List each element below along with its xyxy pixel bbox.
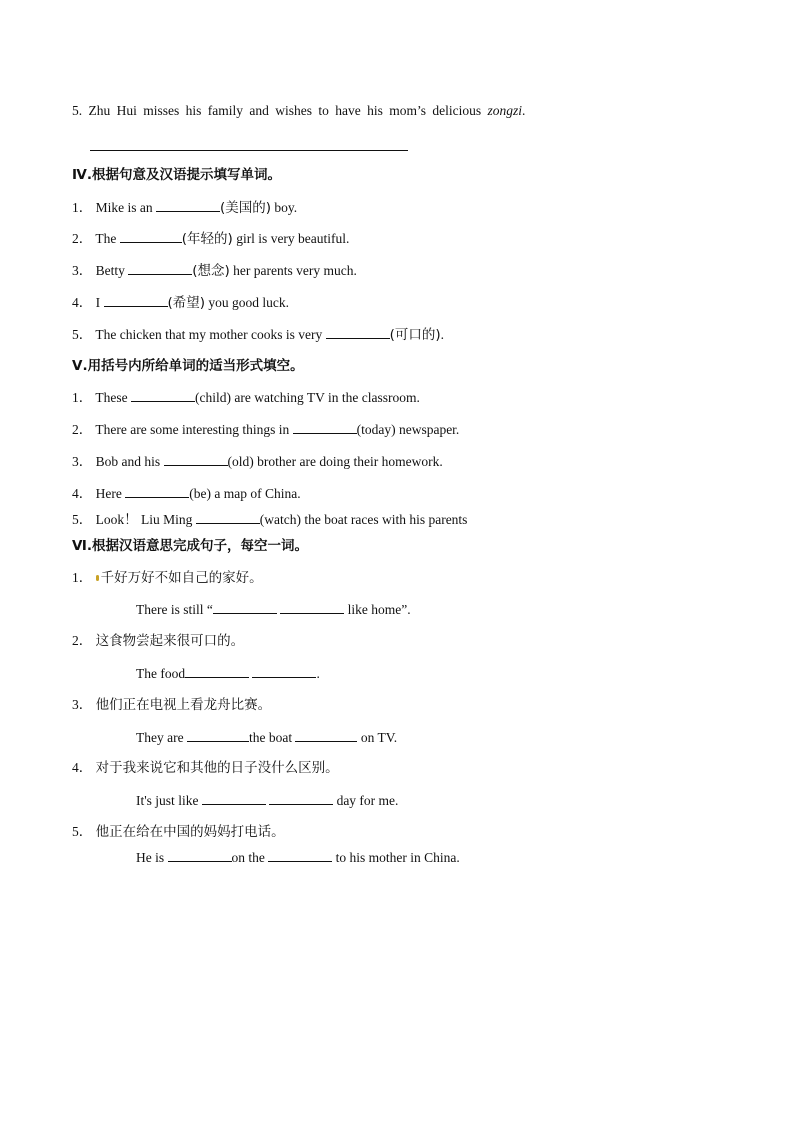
chinese-prompt: 千好万好不如自己的家好。	[100, 570, 263, 586]
item-text: He is	[136, 850, 165, 865]
hint-text: (child)	[195, 390, 231, 405]
part4-item-2	[72, 230, 349, 247]
fill-blank[interactable]	[213, 601, 277, 614]
fill-blank[interactable]	[168, 849, 232, 862]
answer-line[interactable]	[90, 150, 408, 151]
hint-text: (today)	[356, 422, 396, 437]
part6-item-3-zh	[72, 697, 271, 713]
part5-item-5	[72, 511, 467, 528]
fill-blank[interactable]	[125, 485, 189, 498]
part4-item-5	[72, 326, 444, 343]
fill-blank[interactable]	[252, 665, 316, 678]
fill-blank[interactable]	[156, 199, 220, 212]
item-number: 4．	[72, 295, 93, 310]
item-text: on the	[231, 850, 265, 865]
part6-item-5-en	[136, 849, 460, 866]
part6-item-1-en	[136, 601, 411, 618]
fill-blank[interactable]	[131, 389, 195, 402]
item-text: a map of China.	[214, 486, 301, 501]
fill-blank[interactable]	[196, 511, 260, 524]
chinese-prompt: 他们正在电视上看龙舟比赛。	[95, 697, 272, 713]
item-text: Bob and his	[95, 454, 161, 469]
chinese-prompt: 这食物尝起来很可口的。	[95, 633, 245, 649]
hint-text: (old)	[227, 454, 254, 469]
item-text: It's just like	[136, 793, 199, 808]
section-heading-6: Ⅵ.根据汉语意思完成句子，每空一词。	[72, 538, 308, 554]
hint-text: (be)	[189, 486, 211, 501]
part4-item-4	[72, 294, 289, 311]
item-text: brother are doing their homework.	[257, 454, 443, 469]
item-number: 4．	[72, 760, 93, 775]
italic-word: zongzi	[487, 103, 522, 118]
item-text: I	[95, 295, 101, 310]
hint-text: (想念)	[192, 263, 230, 279]
item-text: Betty	[95, 263, 125, 278]
item-text: like home”.	[347, 602, 411, 617]
section-heading-5: Ⅴ.用括号内所给单词的适当形式填空。	[72, 358, 304, 374]
part3-sentence-5	[72, 103, 525, 119]
part5-item-1	[72, 389, 420, 406]
item-text: you good luck.	[208, 295, 290, 310]
item-text: There are some interesting things in	[95, 422, 290, 437]
item-text: are watching TV in the classroom.	[234, 390, 420, 405]
hint-text: (年轻的)	[181, 231, 233, 247]
sentence-end: .	[522, 103, 526, 118]
item-number: 4．	[72, 486, 93, 501]
part4-item-3	[72, 262, 357, 279]
fill-blank[interactable]	[120, 230, 182, 243]
item-text: her parents very much.	[233, 263, 357, 278]
fill-blank[interactable]	[104, 294, 168, 307]
fill-blank[interactable]	[295, 729, 357, 742]
item-number: 3．	[72, 454, 93, 469]
mark-dot-icon	[96, 575, 99, 581]
fill-blank[interactable]	[185, 665, 249, 678]
part5-item-3	[72, 453, 443, 470]
part6-item-1-zh	[72, 570, 263, 586]
part5-item-4	[72, 485, 301, 502]
item-number: 5．	[72, 824, 93, 839]
item-text: The chicken that my mother cooks is very	[95, 327, 323, 342]
fill-blank[interactable]	[280, 601, 344, 614]
item-text: They are	[136, 730, 184, 745]
sentence-text: Zhu Hui misses his family and wishes to have his mom’s delicious	[88, 103, 482, 118]
item-text: .	[316, 666, 320, 681]
item-number: 5．	[72, 327, 93, 342]
item-number: 1．	[72, 570, 93, 585]
hint-text: (可口的)	[389, 327, 441, 343]
hint-text: (希望)	[167, 295, 206, 311]
item-text: Mike is an	[95, 200, 153, 215]
item-text: to his mother in China.	[335, 850, 460, 865]
item-number: 1．	[72, 200, 93, 215]
item-text: boy.	[274, 200, 298, 215]
hint-text: (美国的)	[220, 200, 272, 216]
part5-item-2	[72, 421, 459, 438]
chinese-prompt: 对于我来说它和其他的日子没什么区别。	[95, 760, 339, 776]
item-text: Here	[95, 486, 122, 501]
item-number: 3．	[72, 263, 93, 278]
chinese-prompt: 他正在给在中国的妈妈打电话。	[95, 824, 285, 840]
fill-blank[interactable]	[269, 792, 333, 805]
item-text: These	[95, 390, 128, 405]
fill-blank[interactable]	[202, 792, 266, 805]
item-text: girl is very beautiful.	[236, 231, 350, 246]
item-text: There is still “	[136, 602, 213, 617]
item-number: 2．	[72, 231, 93, 246]
part6-item-2-en	[136, 665, 320, 682]
item-text: the boat races with his parents	[304, 512, 468, 527]
section-heading-4: Ⅳ.根据句意及汉语提示填写单词。	[72, 167, 281, 183]
part6-item-5-zh	[72, 824, 285, 840]
fill-blank[interactable]	[268, 849, 332, 862]
fill-blank[interactable]	[164, 453, 228, 466]
item-text: the boat	[248, 730, 293, 745]
item-text: on TV.	[360, 730, 398, 745]
item-number: 5．	[72, 512, 93, 527]
item-number: 2．	[72, 633, 93, 648]
item-text: Look！ Liu Ming	[95, 512, 193, 527]
fill-blank[interactable]	[293, 421, 357, 434]
item-text: .	[440, 327, 444, 342]
fill-blank[interactable]	[187, 729, 249, 742]
item-text: The food	[136, 666, 186, 681]
hint-text: (watch)	[259, 512, 301, 527]
item-number: 5.	[72, 103, 83, 118]
item-text: newspaper.	[398, 422, 460, 437]
item-number: 3．	[72, 697, 93, 712]
item-number: 2．	[72, 422, 93, 437]
part6-item-4-en	[136, 792, 398, 809]
part6-item-3-en	[136, 729, 397, 746]
fill-blank[interactable]	[326, 326, 390, 339]
fill-blank[interactable]	[128, 262, 192, 275]
item-number: 1．	[72, 390, 93, 405]
part4-item-1	[72, 199, 297, 216]
item-text: The	[95, 231, 117, 246]
part6-item-4-zh	[72, 760, 339, 776]
item-text: day for me.	[336, 793, 399, 808]
part6-item-2-zh	[72, 633, 244, 649]
